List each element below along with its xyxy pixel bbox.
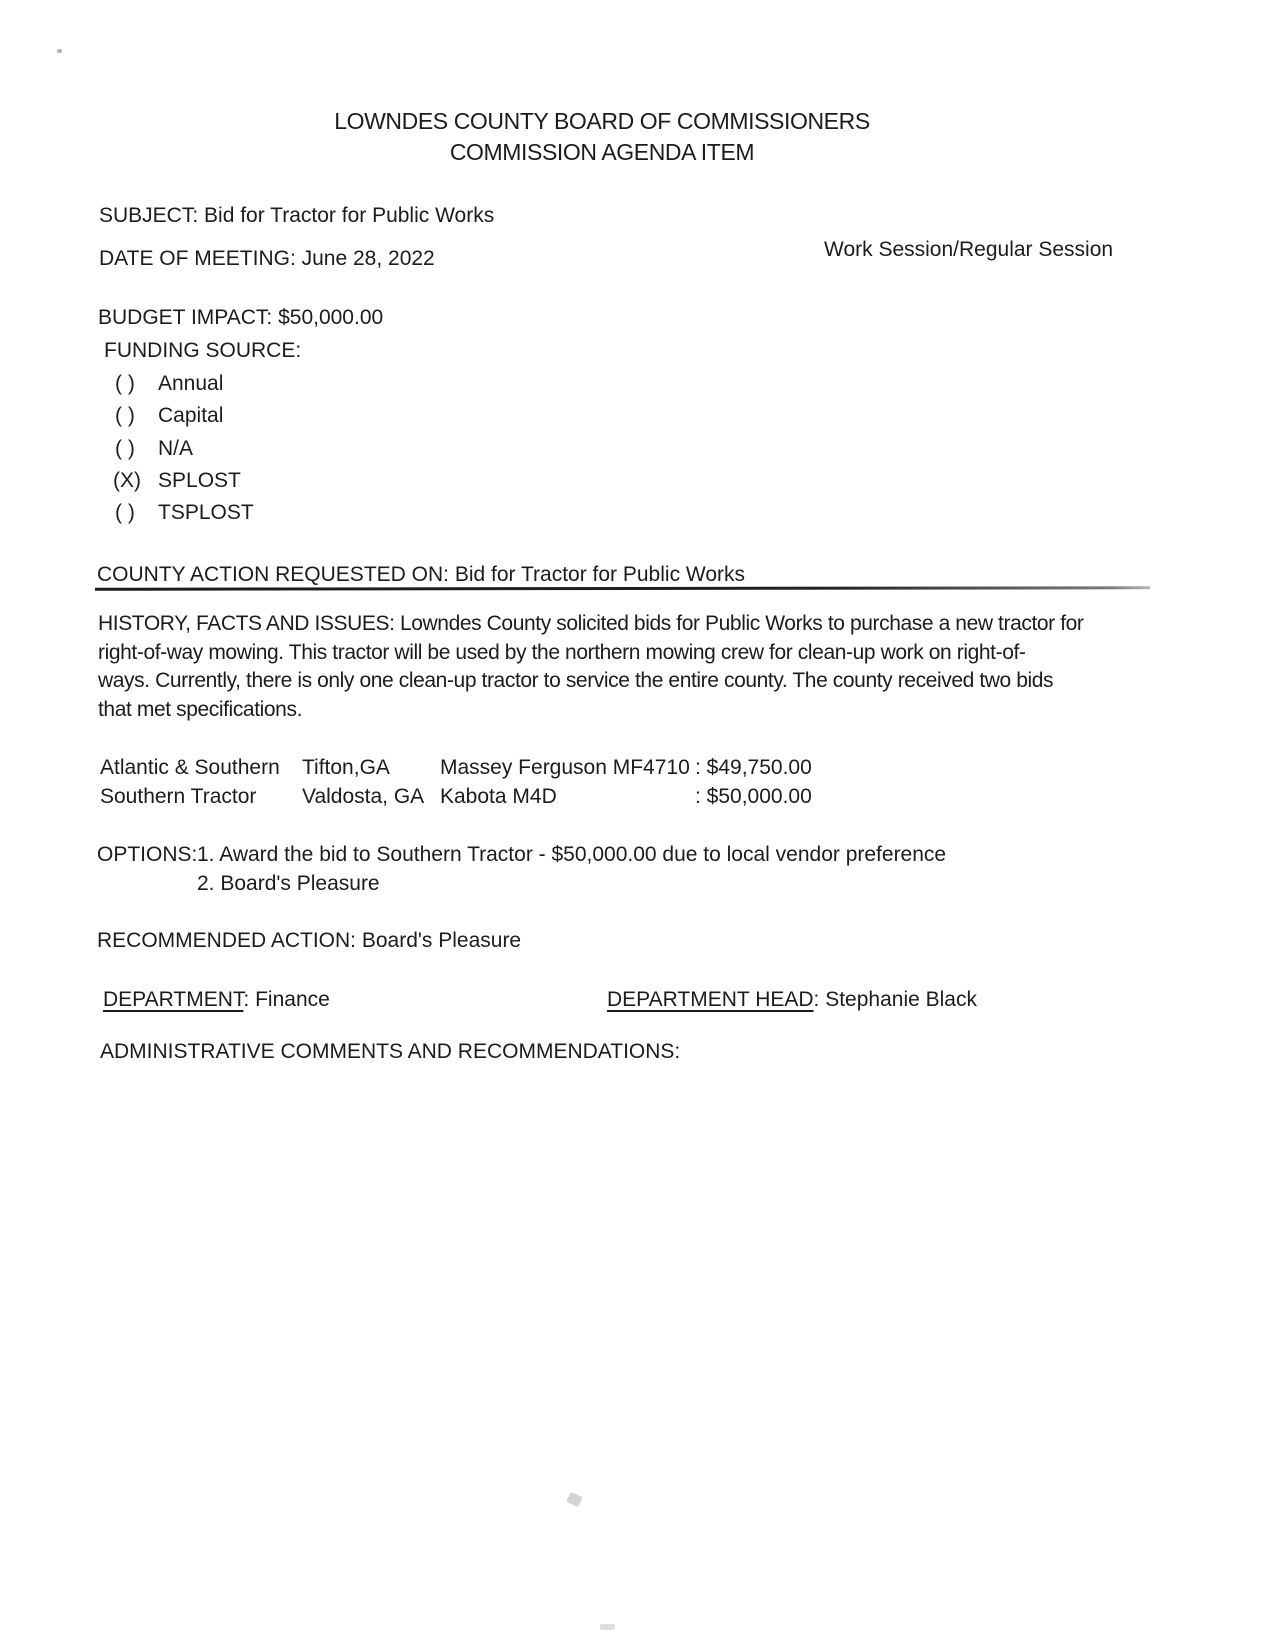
document-title-line1: LOWNDES COUNTY BOARD OF COMMISSIONERS	[334, 108, 870, 134]
bid-price: : $50,000.00	[695, 785, 812, 808]
history-line-4: that met specifications.	[98, 698, 302, 721]
department-value: : Finance	[243, 988, 330, 1011]
options-line-1	[97, 842, 1097, 868]
department-line	[103, 987, 330, 1013]
bid-row	[100, 785, 1000, 813]
bid-vendor: Southern Tractor	[100, 785, 257, 808]
option-1: 1. Award the bid to Southern Tractor - $50,000.00 due to local vendor preference	[197, 843, 947, 866]
department-head-label: DEPARTMENT HEAD	[607, 988, 814, 1011]
section-divider-rule	[95, 586, 1150, 590]
history-line-1: HISTORY, FACTS AND ISSUES: Lowndes County solicited bids for Public Works to purchase a new tractor for	[98, 612, 1084, 635]
county-action-line: COUNTY ACTION REQUESTED ON: Bid for Tractor for Public Works	[97, 563, 746, 586]
option-2: 2. Board's Pleasure	[197, 872, 380, 895]
bid-city: Tifton,GA	[302, 756, 390, 779]
scan-artifact	[57, 49, 62, 53]
bid-city: Valdosta, GA	[302, 785, 425, 808]
scan-artifact	[566, 1492, 582, 1507]
funding-source-label: FUNDING SOURCE:	[104, 339, 302, 362]
funding-option-label: TSPLOST	[158, 501, 254, 524]
checkbox-mark-capital: ( )	[115, 404, 135, 427]
checkbox-mark-splost-checked: (X)	[113, 469, 141, 492]
subject-line: SUBJECT: Bid for Tractor for Public Works	[99, 204, 495, 227]
history-line-2: right-of-way mowing. This tractor will be used by the northern mowing crew for clean-up work on right-of-	[98, 641, 1026, 664]
bid-vendor: Atlantic & Southern	[100, 756, 280, 779]
funding-option-label: SPLOST	[158, 469, 241, 492]
checkbox-mark-na: ( )	[115, 437, 135, 460]
funding-option-label: Capital	[158, 404, 224, 427]
department-head-line	[607, 987, 977, 1013]
department-label: DEPARTMENT	[103, 988, 244, 1011]
history-line-3: ways. Currently, there is only one clean-up tractor to service the entire county. The county received two bids	[98, 669, 1054, 692]
options-label: OPTIONS:	[97, 843, 198, 866]
admin-comments-line: ADMINISTRATIVE COMMENTS AND RECOMMENDATIONS:	[100, 1040, 681, 1063]
department-head-value: : Stephanie Black	[813, 988, 977, 1011]
document-title-line2: COMMISSION AGENDA ITEM	[449, 139, 755, 165]
funding-option-label: Annual	[158, 372, 224, 395]
bid-price: : $49,750.00	[695, 756, 812, 779]
scan-artifact	[600, 1624, 615, 1630]
date-of-meeting: DATE OF MEETING: June 28, 2022	[99, 247, 435, 270]
budget-impact: BUDGET IMPACT: $50,000.00	[98, 306, 384, 329]
funding-option-label: N/A	[158, 437, 194, 460]
bid-item: Massey Ferguson MF4710	[440, 756, 690, 779]
bid-item: Kabota M4D	[440, 785, 557, 808]
checkbox-mark-tsplost: ( )	[115, 501, 135, 524]
checkbox-mark-annual: ( )	[115, 372, 135, 395]
bid-row	[100, 756, 1000, 784]
session-type: Work Session/Regular Session	[824, 238, 1114, 261]
recommended-action-line: RECOMMENDED ACTION: Board's Pleasure	[97, 929, 522, 952]
